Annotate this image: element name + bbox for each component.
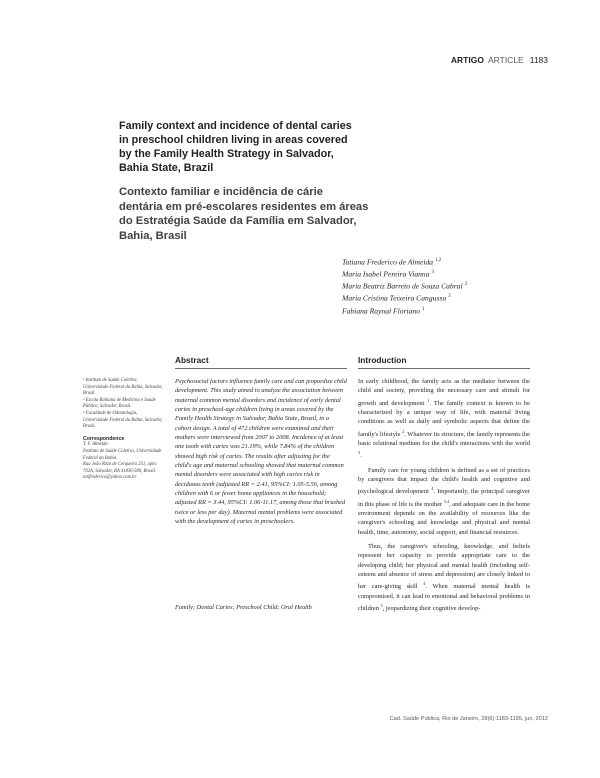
author (342, 268, 552, 280)
introduction-divider (358, 368, 530, 369)
intro-text: Thus, the caregiver's schooling, knowledge, and beliefs represent her capacity to provide appropriate care to the developing child; her physical and mental health (including self-esteem and absence of stress and depression) are closely linked to her care-giving skill (358, 543, 530, 591)
citation-ref: 4 (431, 486, 434, 492)
author (342, 292, 552, 304)
intro-text: , jeopardizing their cognitive develop- (382, 605, 481, 613)
author-name: Fabiana Raynal Floriano (342, 306, 421, 316)
affiliations-sidebar (83, 378, 163, 482)
introduction-body (358, 377, 530, 618)
author (342, 280, 552, 292)
author-name: Maria Beatriz Barreto de Souza Cabral (342, 281, 463, 291)
intro-text: . Whatever its structure, the family represents the basic relational medium for the child's interactions with the world (358, 430, 530, 448)
intro-text: . (360, 452, 362, 460)
affiliation: ¹ Instituto de Saúde Coletiva, Universidade Federal da Bahia, Salvador, Brasil. (83, 378, 163, 397)
citation-ref: 2 (402, 428, 405, 434)
correspondence-line: T. F. Almeida (83, 442, 108, 448)
author (342, 305, 552, 317)
affiliation: ² Escola Bahiana de Medicina e Saúde Pública, Salvador, Brasil. (83, 397, 156, 410)
citation-ref: 1 (427, 397, 430, 403)
header-artigo: ARTIGO (450, 55, 484, 65)
intro-text: In early childhood, the family acts as the mediator between the child and society, providing the necessary care and stimuli for growth and development (358, 378, 530, 407)
author-list (342, 256, 552, 317)
citation-ref: 4 (423, 581, 426, 587)
author-name: Maria Isabel Pereira Vianna (342, 269, 430, 279)
intro-paragraph (358, 377, 530, 461)
intro-text: Family care for young children is defined as a set of practices by caregivers that impact the child's health and cognitive and psychological development (358, 466, 530, 496)
citation-ref: 3,4 (443, 498, 450, 504)
article-title: Family context and incidence of dental caries in preschool children living in areas covered by the Family Health Strategy in Salvador, Bahia State, Brazil (119, 120, 352, 174)
intro-text: , and adequate care in the home environment depends on the availability of resources like the caregiver's schooling and knowledge and physical and mental health, time, autonomy, social support, and financial resources. (358, 500, 530, 536)
abstract-heading: Abstract (175, 355, 209, 365)
author-name: Tatiana Frederico de Almeida (342, 257, 434, 267)
running-header (451, 55, 548, 65)
correspondence-line: Rua João Rêzo de Cerqueira 251, apto. 702A, Salvador, BA 41830-580, Brasil. (83, 462, 158, 474)
intro-paragraph (358, 466, 530, 537)
correspondence-email[interactable]: tatifrederico@yahoo.com.br (83, 475, 137, 481)
journal-footer: Cad. Saúde Pública, Rio de Janeiro, 28(6):1183-1195, jun, 2012 (389, 716, 548, 722)
author (342, 256, 552, 268)
citation-ref: 5 (380, 602, 383, 608)
citation-ref: 3 (358, 450, 361, 456)
intro-text: . The family context is known to be characterized by a unique way of life, with material living conditions as well as daily and symbolic aspects that define the family's lifestyle (358, 399, 530, 438)
author-affil-ref: 1,2 (435, 258, 442, 263)
author-name: Maria Cristina Teixeira Cangussu (342, 293, 447, 303)
introduction-heading: Introduction (358, 355, 407, 365)
correspondence-line: Instituto de Saúde Coletiva, Universidade Federal da Bahia. (83, 448, 162, 461)
abstract-text: Psychosocial factors influence family care and can jeopardize child development. This study aimed to analyze the association between maternal common mental disorders and incidence of early dental caries in preschool-age children living in areas covered by the Family Health Strategy in Salvador, Bahia State, Brazil, in a cohort design. A total of 472 children were examined and their mothers were interviewed from 2007 to 2008. Incidence of at least one tooth with caries was 21.19%, while 7.84% of the children showed high risk of caries. The results after adjusting for the child's age and maternal schooling showed that maternal common mental disorders were associated with high caries risk in deciduous teeth (adjusted RR = 2.41, 95%CI: 1.05-5.56, among children with 6 or fewer home appliances in the household; adjusted RR = 3.44, 95%CI: 1.06-11.17, among those that brushed twice or less per day). Maternal mental problems were associated with the development of caries in preschoolers. (175, 378, 347, 526)
author-affil-ref: 1 (422, 306, 425, 312)
affiliation: ³ Faculdade de Odontologia, Universidade Federal da Bahia, Salvador, Brasil. (83, 410, 163, 430)
author-affil-ref: 3 (464, 282, 468, 288)
author-affil-ref: 3 (448, 294, 451, 300)
correspondence-heading: Correspondence (83, 435, 125, 442)
page-number: 1183 (529, 55, 548, 65)
article-subtitle: Contexto familiar e incidência de cárie dentária em pré-escolares residentes em áreas do Estratégia Saúde da Família em Salvador, Bahia, Brasil (119, 186, 369, 242)
intro-text: . Importantly, the principal caregiver in this phase of life is the mother (358, 488, 530, 508)
intro-paragraph (358, 542, 530, 613)
header-article: ARTICLE (487, 55, 524, 65)
intro-text: . When maternal mental health is compromised, it can lead to emotional and behavioral problems in children (358, 583, 530, 613)
keywords: Family; Dental Caries; Preschool Child; Oral Health (175, 604, 312, 611)
abstract-divider (175, 368, 347, 369)
author-affil-ref: 3 (431, 270, 435, 276)
